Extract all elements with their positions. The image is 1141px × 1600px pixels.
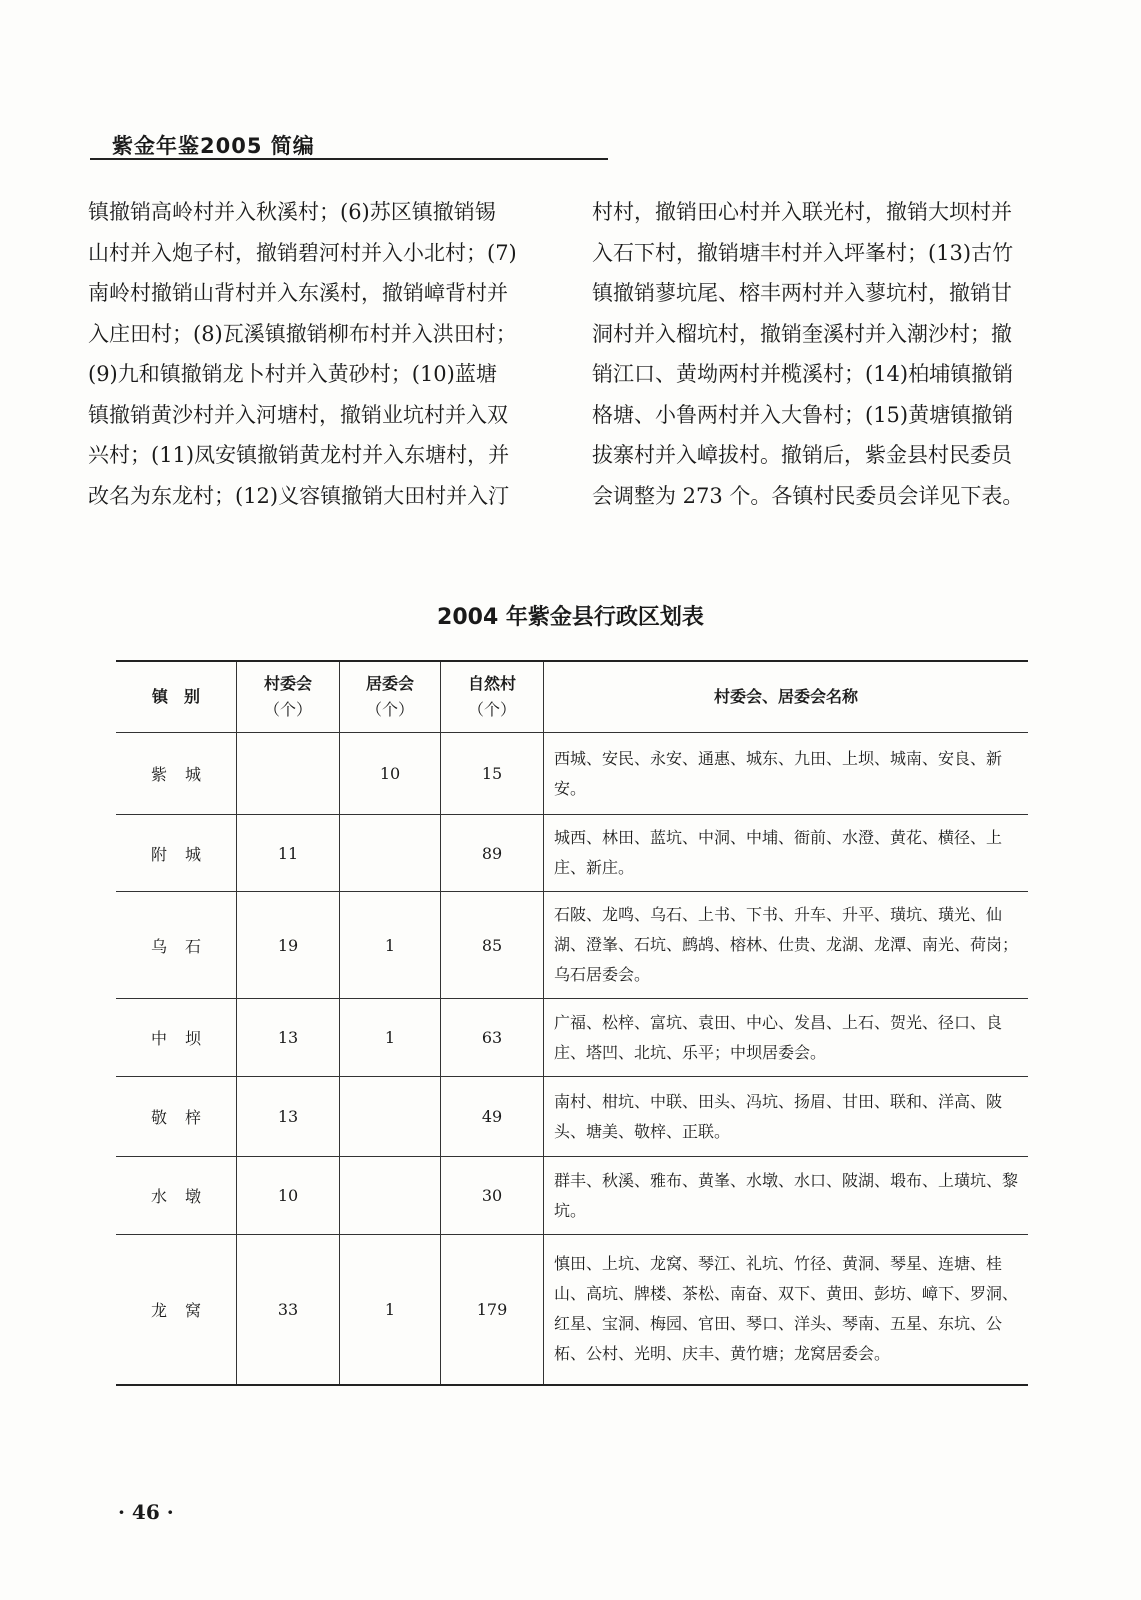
table-row [116,733,1028,815]
cell-town: 附城 [116,815,237,892]
cell-residents-committee [340,815,441,892]
cell-names: 西城、安民、永安、通惠、城东、九田、上坝、城南、安良、新安。 [544,733,1029,815]
header-unit: （个） [365,700,414,719]
header-village-committee [237,661,340,733]
body-line: 镇撤销蓼坑尾、榕丰两村并入蓼坑村，撤销甘 [592,281,1012,305]
cell-names: 群丰、秋溪、雅布、黄峯、水墩、水口、陂湖、塅布、上璜坑、黎坑。 [544,1157,1029,1235]
header-label: 居委会 [365,674,414,693]
body-line: (9)九和镇撤销龙卜村并入黄砂村；(10)蓝塘 [88,362,497,386]
header-natural-village [441,661,544,733]
body-line: 格塘、小鲁两村并入大鲁村；(15)黄塘镇撤销 [592,402,1014,427]
cell-town: 紫城 [116,733,237,815]
cell-natural-village: 30 [441,1157,544,1235]
cell-residents-committee: 10 [340,733,441,815]
cell-village-committee [237,733,340,815]
cell-town: 龙窝 [116,1235,237,1385]
header-label: 村委会 [263,674,312,693]
cell-natural-village: 179 [441,1235,544,1385]
header-names: 村委会、居委会名称 [544,661,1029,733]
cell-residents-committee: 1 [340,999,441,1077]
body-line: 镇撤销高岭村并入秋溪村；(6)苏区镇撤销锡 [88,200,496,224]
table-row [116,892,1028,999]
body-line: 洞村并入榴坑村，撤销奎溪村并入潮沙村；撤 [592,321,1012,346]
header-label: 自然村 [467,674,516,693]
cell-natural-village: 49 [441,1077,544,1157]
cell-names: 慎田、上坑、龙窝、琴江、礼坑、竹径、黄洞、琴星、连塘、桂山、高坑、牌楼、茶松、南奋、双下、黄田、彭坊、嶂下、罗洞、红星、宝洞、梅园、官田、琴口、洋头、琴南、五星、东坑、公柘、公村、光明、庆丰、黄竹塘；龙窝居委会。 [544,1235,1029,1385]
running-header: 紫金年鉴2005 简编 [112,134,315,158]
cell-residents-committee: 1 [340,892,441,999]
division-table [116,660,1028,1386]
page-number: · 46 · [118,1500,174,1524]
cell-town: 敬梓 [116,1077,237,1157]
table-row [116,1235,1028,1385]
body-line: 入庄田村；(8)瓦溪镇撤销柳布村并入洪田村； [88,321,517,346]
table-row [116,815,1028,892]
header-unit: （个） [263,700,312,719]
table-header-row [116,661,1028,733]
header-residents-committee [340,661,441,733]
body-line: 兴村；(11)凤安镇撤销黄龙村并入东塘村，并 [88,443,510,467]
cell-village-committee: 11 [237,815,340,892]
body-line: 改名为东龙村；(12)义容镇撤销大田村并入汀 [88,483,510,508]
cell-village-committee: 19 [237,892,340,999]
cell-names: 广福、松梓、富坑、袁田、中心、发昌、上石、贺光、径口、良庄、塔凹、北坑、乐平；中坝居委会。 [544,999,1029,1077]
body-line: 山村并入炮子村，撤销碧河村并入小北村；(7) [88,240,517,265]
cell-residents-committee: 1 [340,1235,441,1385]
cell-town: 乌石 [116,892,237,999]
cell-village-committee: 33 [237,1235,340,1385]
cell-residents-committee [340,1157,441,1235]
body-line: 村村，撤销田心村并入联光村，撤销大坝村并 [592,200,1012,224]
cell-village-committee: 13 [237,1077,340,1157]
cell-natural-village: 15 [441,733,544,815]
cell-village-committee: 13 [237,999,340,1077]
cell-town: 水墩 [116,1157,237,1235]
body-line: 南岭村撤销山背村并入东溪村，撤销嶂背村并 [88,281,508,305]
cell-names: 南村、柑坑、中联、田头、冯坑、扬眉、甘田、联和、洋高、陂头、塘美、敬梓、正联。 [544,1077,1029,1157]
header-town: 镇 别 [116,661,237,733]
body-left-column [88,192,538,516]
table-row [116,1077,1028,1157]
cell-village-committee: 10 [237,1157,340,1235]
header-unit: （个） [467,700,516,719]
cell-town: 中坝 [116,999,237,1077]
cell-names: 城西、林田、蓝坑、中洞、中埔、衙前、水澄、黄花、横径、上庄、新庄。 [544,815,1029,892]
cell-natural-village: 89 [441,815,544,892]
body-line: 会调整为 273 个。各镇村民委员会详见下表。 [592,483,1024,508]
cell-names: 石陂、龙鸣、乌石、上书、下书、升车、升平、璜坑、璜光、仙湖、澄峯、石坑、鹧鸪、榕林、仕贵、龙湖、龙潭、南光、荷岗；乌石居委会。 [544,892,1029,999]
cell-natural-village: 63 [441,999,544,1077]
header-rule [90,158,608,160]
body-line: 镇撤销黄沙村并入河塘村，撤销业坑村并入双 [88,402,508,427]
body-line: 入石下村，撤销塘丰村并入坪峯村；(13)古竹 [592,240,1014,265]
table-row [116,1157,1028,1235]
body-right-column [592,192,1044,516]
table-title: 2004 年紫金县行政区划表 [437,605,704,630]
cell-natural-village: 85 [441,892,544,999]
body-line: 销江口、黄坳两村并榄溪村；(14)柏埔镇撤销 [592,362,1014,386]
table-row [116,999,1028,1077]
body-line: 拔寨村并入嶂拔村。撤销后，紫金县村民委员 [592,443,1012,467]
cell-residents-committee [340,1077,441,1157]
